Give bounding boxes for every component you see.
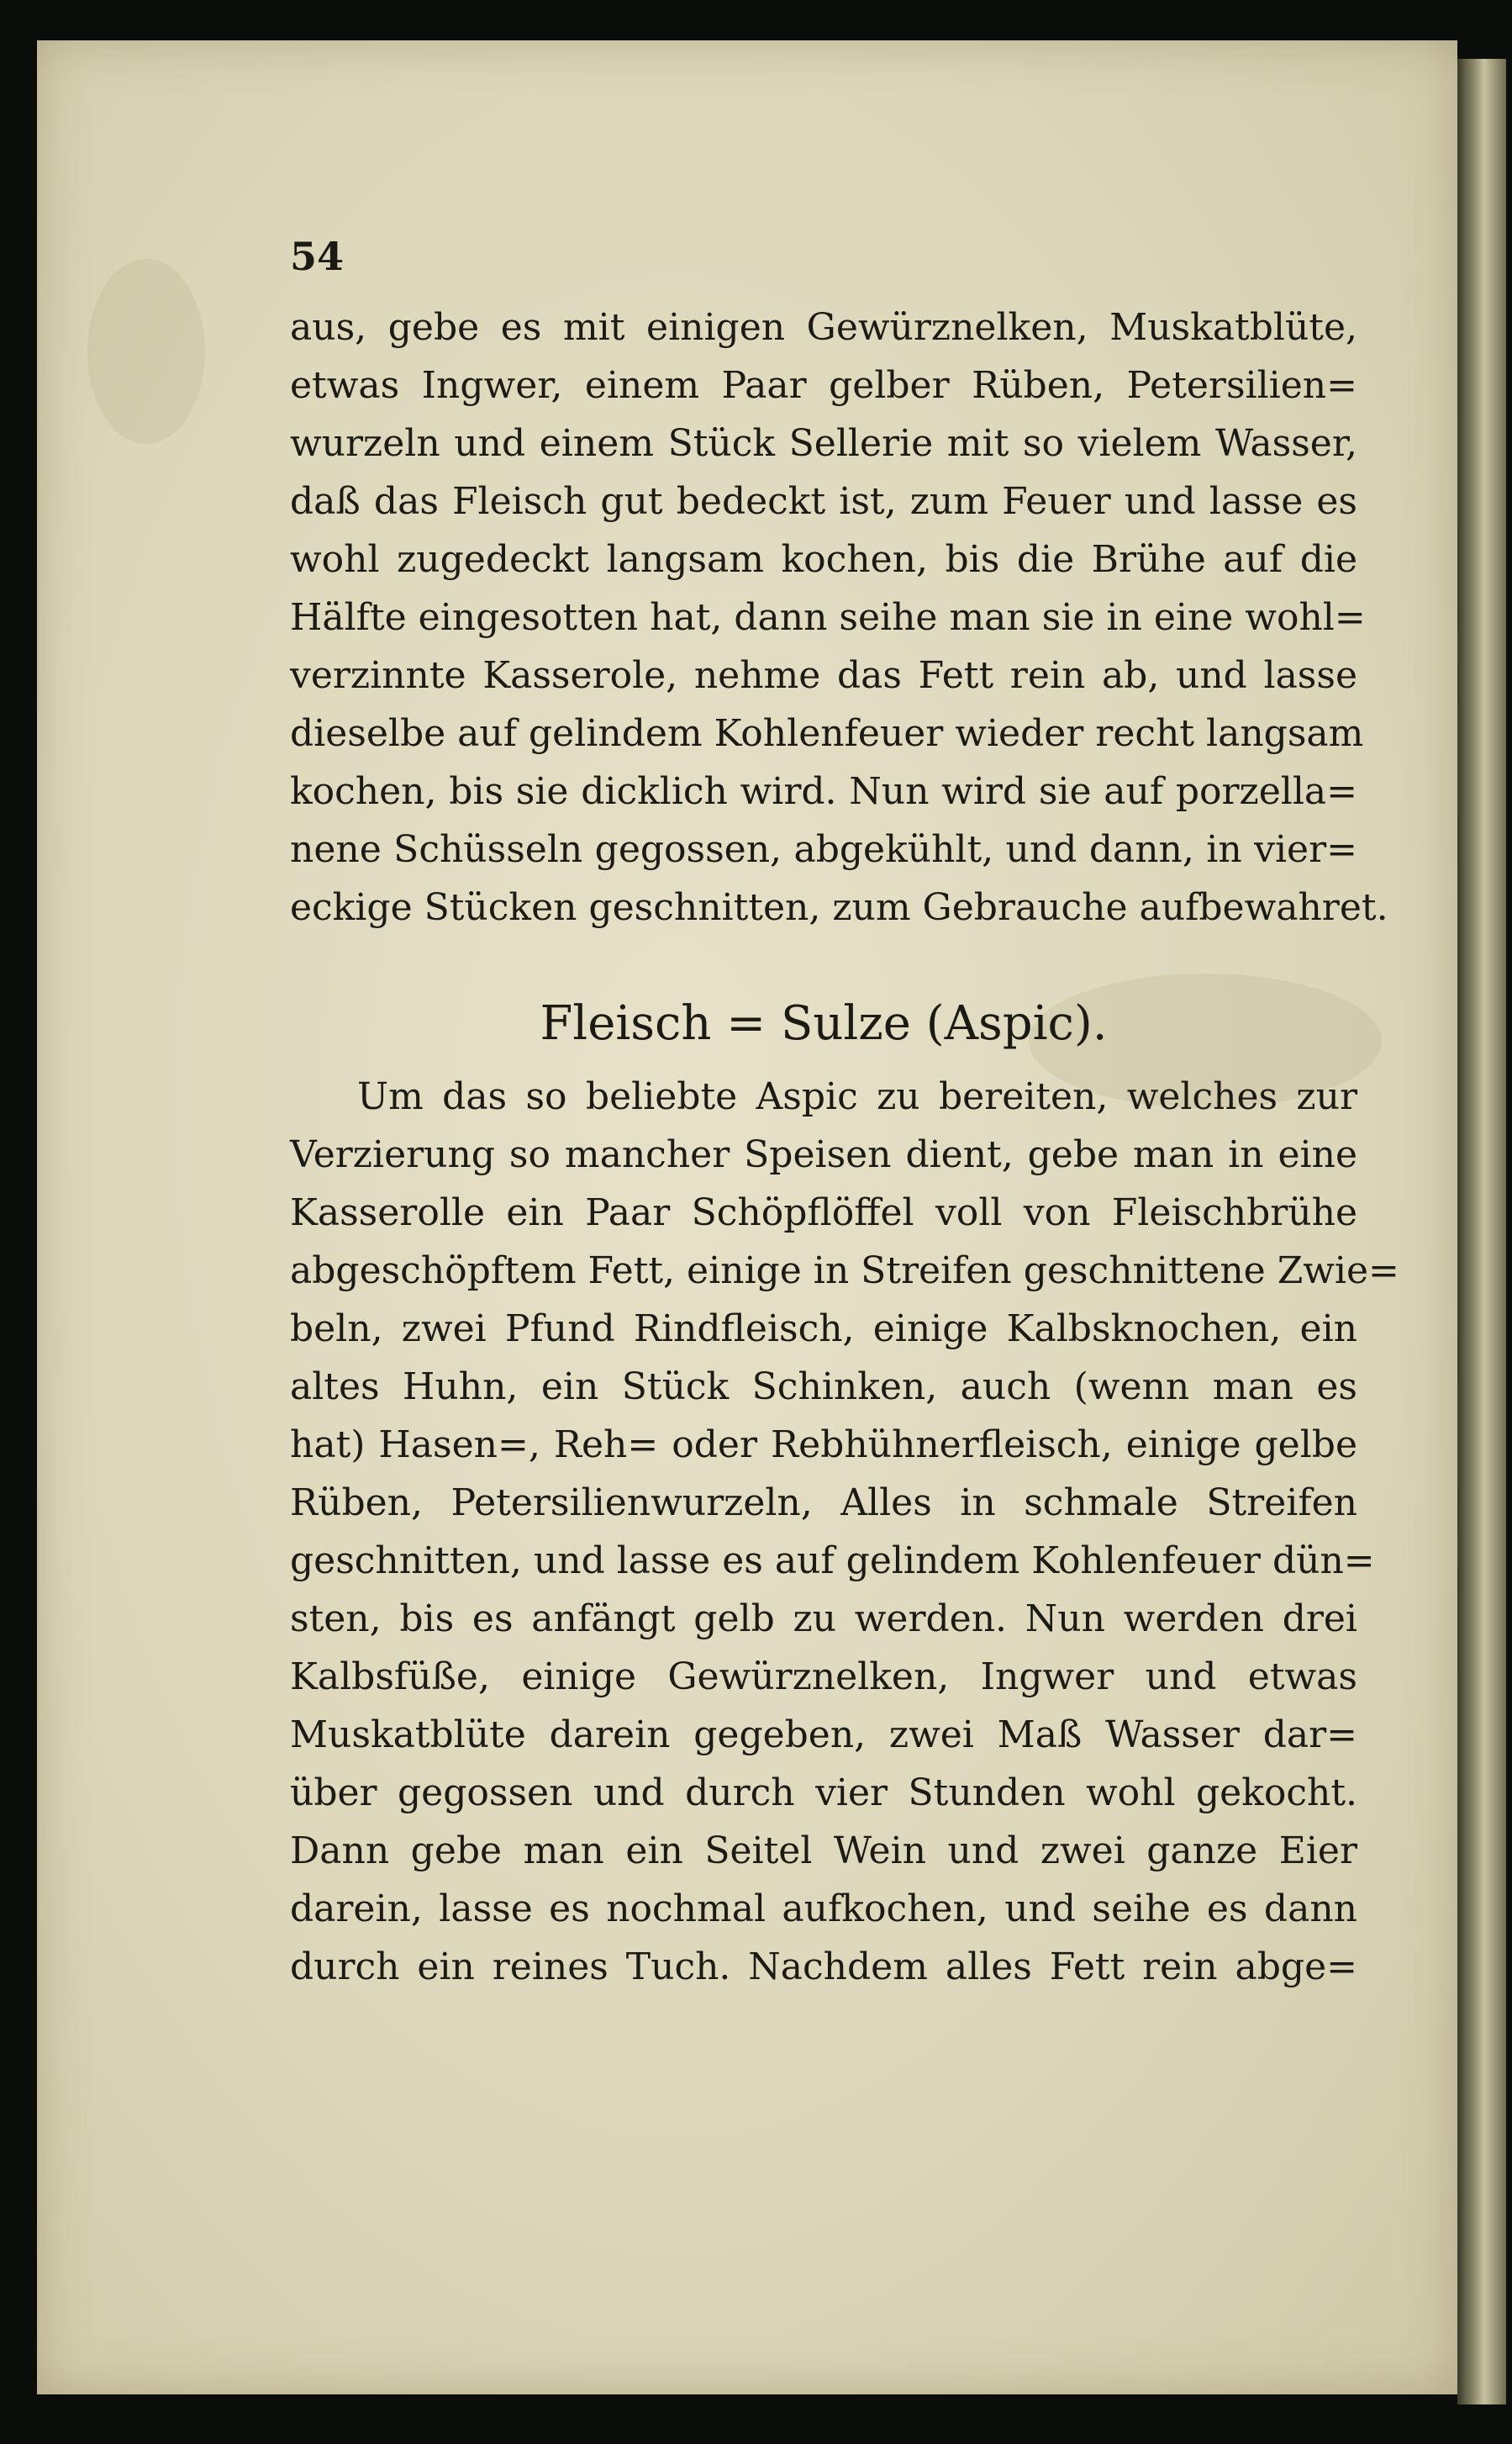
paragraph-1 [290,298,1388,937]
text-line: dieselbe auf gelindem Kohlenfeuer wieder recht langsam [290,712,1364,755]
text-line: über gegossen und durch vier Stunden wohl gekocht. [290,1771,1357,1814]
text-line: aus, gebe es mit einigen Gewürznelken, Muskatblüte, [290,306,1357,349]
page-stain [87,259,205,444]
section-heading: Fleisch = Sulze (Aspic). [540,996,1108,1051]
text-line: etwas Ingwer, einem Paar gelber Rüben, Petersilien= [290,364,1357,407]
text-line: sten, bis es anfängt gelb zu werden. Nun werden drei [290,1597,1357,1640]
paragraph-2 [290,1068,1399,1996]
text-line: beln, zwei Pfund Rindfleisch, einige Kalbsknochen, ein [290,1307,1357,1350]
text-line: hat) Hasen=, Reh= oder Rebhühnerfleisch, einige gelbe [290,1423,1357,1466]
text-line: Kalbsfüße, einige Gewürznelken, Ingwer und etwas [290,1655,1357,1698]
text-line: Verzierung so mancher Speisen dient, gebe man in eine [290,1133,1357,1176]
text-line: nene Schüsseln gegossen, abgekühlt, und dann, in vier= [290,828,1357,871]
text-line: daß das Fleisch gut bedeckt ist, zum Feuer und lasse es [290,480,1357,523]
text-line: durch ein reines Tuch. Nachdem alles Fett rein abge= [290,1945,1357,1988]
text-line: Muskatblüte darein gegeben, zwei Maß Wasser dar= [290,1713,1357,1756]
text-line: kochen, bis sie dicklich wird. Nun wird sie auf porzella= [290,770,1357,813]
text-line: altes Huhn, ein Stück Schinken, auch (wenn man es [290,1365,1357,1408]
text-line: Um das so beliebte Aspic zu bereiten, welches zur [357,1075,1357,1118]
text-line: darein, lasse es nochmal aufkochen, und seihe es dann [290,1887,1357,1930]
text-line: wohl zugedeckt langsam kochen, bis die Brühe auf die [290,538,1357,581]
text-line: wurzeln und einem Stück Sellerie mit so vielem Wasser, [290,422,1357,465]
text-line: Kasserolle ein Paar Schöpflöffel voll von Fleischbrühe [290,1191,1357,1234]
text-line: verzinnte Kasserole, nehme das Fett rein ab, und lasse [290,654,1357,697]
text-line: geschnitten, und lasse es auf gelindem Kohlenfeuer dün= [290,1539,1375,1582]
page-edge [1457,59,1506,2404]
text-line: Dann gebe man ein Seitel Wein und zwei ganze Eier [290,1829,1357,1872]
text-line: Rüben, Petersilienwurzeln, Alles in schmale Streifen [290,1481,1357,1524]
text-line: abgeschöpftem Fett, einige in Streifen geschnittene Zwie= [290,1249,1399,1292]
page-number: 54 [290,234,345,279]
text-line: eckige Stücken geschnitten, zum Gebrauche aufbewahret. [290,886,1388,929]
text-line: Hälfte eingesotten hat, dann seihe man sie in eine wohl= [290,596,1366,639]
